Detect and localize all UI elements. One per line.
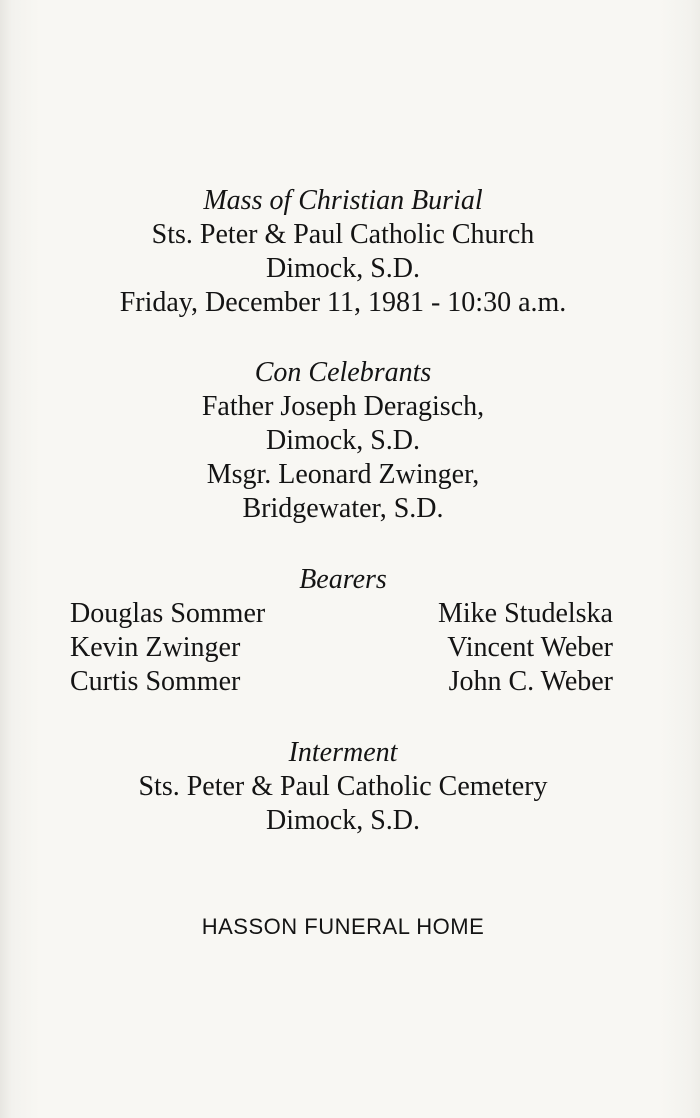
interment-cemetery: Sts. Peter & Paul Catholic Cemetery [138,771,548,802]
bearer-name: Mike Studelska [438,598,613,629]
interment-heading: Interment [288,737,398,768]
celebrants-heading: Con Celebrants [254,357,432,388]
mass-place: Dimock, S.D. [266,253,420,284]
mass-heading: Mass of Christian Burial [203,185,483,216]
mass-church: Sts. Peter & Paul Catholic Church [151,219,535,250]
bearer-name: Douglas Sommer [70,598,266,629]
celebrant-line: Dimock, S.D. [266,425,420,456]
bearer-name: Kevin Zwinger [70,632,241,663]
celebrant-line: Bridgewater, S.D. [242,493,444,524]
interment-place: Dimock, S.D. [266,805,420,836]
bearer-name: Vincent Weber [447,632,613,663]
funeral-home: HASSON FUNERAL HOME [201,914,485,939]
bearer-name: Curtis Sommer [70,666,241,697]
celebrant-line: Father Joseph Deragisch, [201,391,485,422]
bearer-name: John C. Weber [448,666,613,697]
celebrant-line: Msgr. Leonard Zwinger, [206,459,480,490]
mass-datetime: Friday, December 11, 1981 - 10:30 a.m. [119,287,567,318]
bearers-heading: Bearers [299,564,387,595]
